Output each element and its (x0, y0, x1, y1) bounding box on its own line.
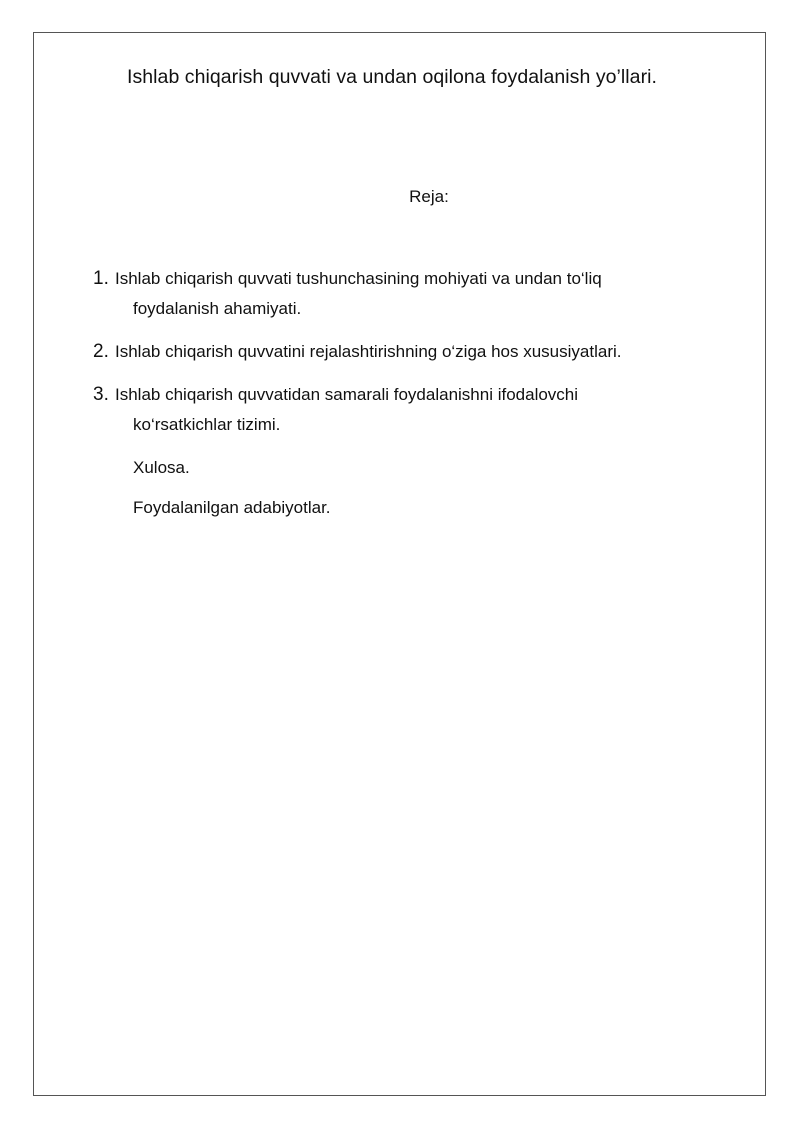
plan-item-text-continued: ko‘rsatkichlar tizimi. (133, 415, 281, 434)
plan-item-1 (93, 264, 733, 324)
plan-item-number: 2. (93, 341, 109, 362)
plan-item-text: Ishlab chiqarish quvvati tushunchasining mohiyati va undan to‘liq (115, 269, 602, 288)
references-item: Foydalanilgan adabiyotlar. (133, 498, 331, 517)
plan-item-text-continued: foydalanish ahamiyati. (133, 299, 302, 318)
plan-item-2 (93, 337, 733, 367)
plan-item-3 (93, 380, 733, 440)
conclusion-item: Xulosa. (133, 458, 190, 477)
plan-item-number: 1. (93, 268, 109, 289)
plan-item-text: Ishlab chiqarish quvvatini rejalashtirishning o‘ziga hos xususiyatlari. (115, 342, 622, 361)
plan-list (93, 264, 733, 533)
document-title: Ishlab chiqarish quvvati va undan oqilona foydalanish yo’llari. (127, 66, 657, 88)
plan-heading: Reja: (409, 187, 449, 206)
plan-item-number: 3. (93, 384, 109, 405)
plan-item-text: Ishlab chiqarish quvvatidan samarali foydalanishni ifodalovchi (115, 385, 579, 404)
